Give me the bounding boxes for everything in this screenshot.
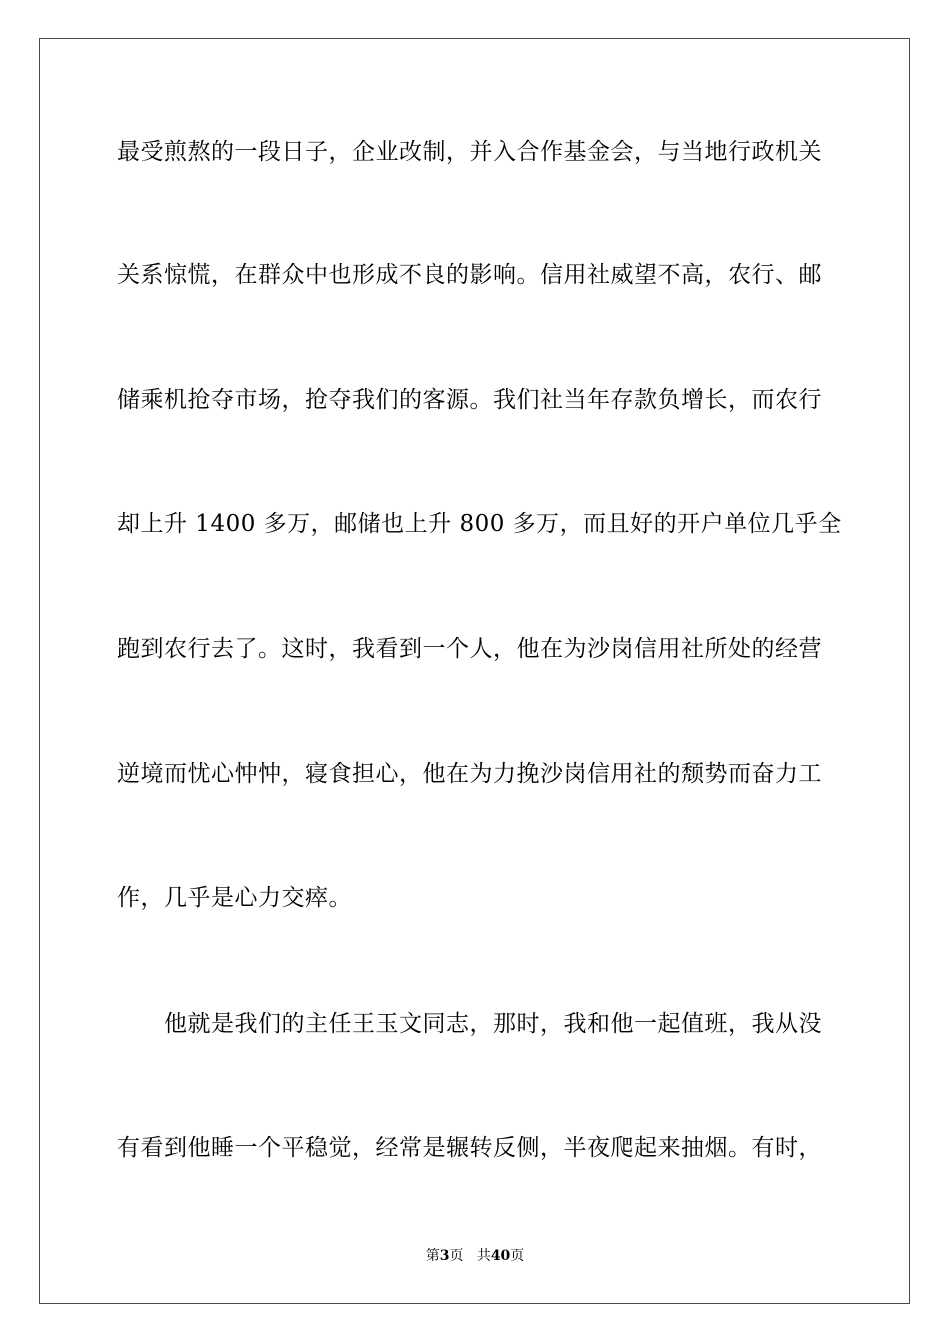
footer-page-suffix: 页: [449, 1248, 464, 1264]
page-number: 3: [439, 1248, 450, 1264]
page-footer: [0, 1247, 950, 1265]
body-text-line: 作，几乎是心力交瘁。: [117, 885, 352, 911]
body-text-line: 关系惊慌，在群众中也形成不良的影响。信用社威望不高，农行、邮: [117, 262, 822, 288]
body-text-line: 跑到农行去了。这时，我看到一个人，他在为沙岗信用社所处的经营: [117, 636, 822, 662]
footer-total-suffix: 页: [510, 1248, 525, 1264]
total-pages: 40: [490, 1248, 511, 1264]
page-border: [39, 38, 910, 1304]
body-text-line: 他就是我们的主任王玉文同志，那时，我和他一起值班，我从没: [117, 1011, 822, 1037]
body-text-line: 却上升 1400 多万，邮储也上升 800 多万，而且好的开户单位几乎全: [117, 511, 842, 537]
footer-prefix: 第: [425, 1248, 440, 1264]
body-text-line: 有看到他睡一个平稳觉，经常是辗转反侧，半夜爬起来抽烟。有时，: [117, 1135, 822, 1161]
body-text-line: 储乘机抢夺市场，抢夺我们的客源。我们社当年存款负增长，而农行: [117, 387, 822, 413]
body-text-line: 逆境而忧心忡忡，寝食担心，他在为力挽沙岗信用社的颓势而奋力工: [117, 761, 822, 787]
body-text-line: 最受煎熬的一段日子，企业改制，并入合作基金会，与当地行政机关: [117, 139, 822, 165]
footer-total-prefix: 共: [476, 1248, 491, 1264]
